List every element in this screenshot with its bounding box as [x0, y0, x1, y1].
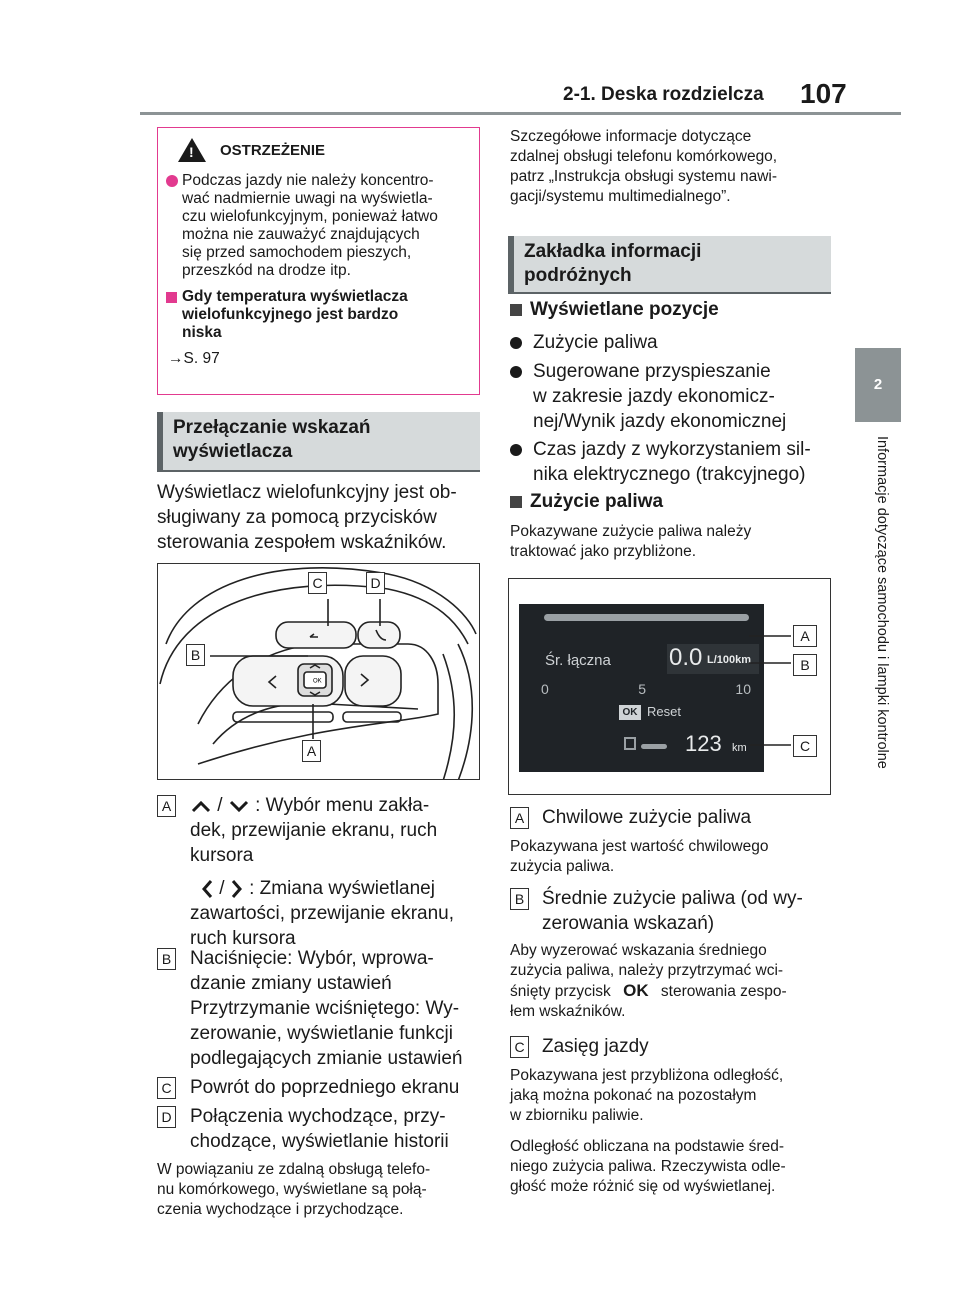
title-line: zerowania wskazań) — [542, 913, 715, 934]
left-note — [157, 1160, 482, 1220]
scale-tick: 10 — [735, 681, 751, 697]
heading-line: wyświetlacza — [173, 441, 293, 462]
item-label-c: C — [157, 1077, 176, 1099]
header-divider — [140, 112, 901, 115]
item-a-text — [190, 793, 490, 951]
chapter-title: Informacje dotyczące samochodu i lampki kontrolne — [874, 436, 890, 769]
subheading-fuel — [510, 491, 663, 513]
list-line: Sugerowane przyspieszanie — [533, 361, 771, 382]
item-a-line: dek, przewijanie ekranu, ruch — [190, 820, 438, 841]
range-unit: km — [732, 742, 747, 754]
list-item — [510, 437, 840, 487]
text-line: patrz „Instrukcja obsługi systemu nawi- — [510, 168, 778, 185]
list-item — [510, 330, 840, 355]
note-line: nu komórkowego, wyświetlane są połą- — [157, 1181, 427, 1198]
warning-line: Podczas jazdy nie należy koncentro- — [182, 172, 434, 189]
note-line — [510, 981, 840, 1002]
warning-line: niska — [182, 324, 222, 341]
item-d-text — [190, 1104, 490, 1154]
warning-line: wać nadmiernie uwagi na wyświetla- — [182, 190, 433, 207]
item-c-note2 — [510, 1137, 840, 1197]
reset-label: Reset — [647, 704, 681, 719]
item-label-b: B — [510, 888, 529, 910]
item-a-title: Chwilowe zużycie paliwa — [542, 807, 752, 828]
note-fragment: śnięty przycisk — [510, 983, 611, 1000]
warning-line: się przed samochodem pieszych, — [182, 244, 412, 261]
average-value: 0.0 — [669, 644, 703, 671]
note-line: Pokazywana jest wartość chwilowego — [510, 838, 769, 855]
chevron-right-icon — [230, 878, 244, 900]
warning-item — [158, 172, 479, 280]
item-label-a: A — [157, 795, 176, 817]
average-label: Śr. łączna — [545, 652, 611, 669]
note-line: w zbiorniku paliwie. — [510, 1107, 644, 1124]
square-bullet-icon — [510, 496, 522, 508]
item-a-desc: : Wybór menu zakła- — [255, 795, 430, 816]
title-line: Średnie zużycie paliwa (od wy- — [542, 888, 803, 909]
subheading-items — [510, 299, 719, 321]
note-line: Aby wyzerować wskazania średniego — [510, 942, 767, 959]
warning-box — [157, 127, 480, 395]
note-line: łem wskaźników. — [510, 1003, 626, 1020]
warning-line: przeszkód na drodze itp. — [182, 262, 351, 279]
item-a-line — [190, 876, 490, 901]
item-b-title — [542, 886, 842, 936]
item-label-c: C — [510, 1036, 529, 1058]
range-value: 123 — [685, 731, 722, 756]
warning-header — [158, 128, 479, 172]
item-a-note — [510, 837, 840, 877]
chevron-left-icon — [200, 878, 214, 900]
text-line: sterowania zespołem wskaźników. — [157, 532, 447, 553]
text-line: Szczegółowe informacje dotyczące — [510, 128, 752, 145]
figure-label-a: A — [302, 740, 321, 762]
item-b-note — [510, 941, 840, 1022]
text-line: gacji/systemu multimedialnego”. — [510, 188, 731, 205]
item-a-line: ruch kursora — [190, 928, 296, 949]
warning-line: czu wielofunkcyjnym, ponieważ łatwo — [182, 208, 438, 225]
item-c-text: Powrót do poprzedniego ekranu — [190, 1077, 460, 1098]
display-label-a: A — [793, 625, 817, 647]
note-line: czenia wychodzące i przychodzące. — [157, 1201, 404, 1218]
bullet-icon — [510, 444, 522, 456]
subheading-text: Wyświetlane pozycje — [530, 299, 719, 320]
warning-line: Gdy temperatura wyświetlacza — [182, 288, 408, 305]
list-item — [510, 359, 840, 434]
list-line: nej/Wynik jazdy ekonomicznej — [533, 411, 787, 432]
item-label-d: D — [157, 1106, 176, 1128]
note-line: Pokazywana jest przybliżona odległość, — [510, 1067, 784, 1084]
warning-icon — [178, 138, 206, 162]
note-line: zużycia paliwa. — [510, 858, 615, 875]
item-a-line — [190, 793, 490, 818]
warning-subheading — [158, 288, 479, 342]
callout-lines — [509, 579, 831, 795]
note-line: niego zużycia paliwa. Rzeczywista odle- — [510, 1158, 786, 1175]
item-b-line: podlegających zmianie ustawień — [190, 1048, 463, 1069]
item-a-desc: : Zmiana wyświetlanej — [249, 878, 435, 899]
bullet-icon — [510, 337, 522, 349]
ok-icon: OK — [619, 705, 641, 720]
subheading-text: Zużycie paliwa — [530, 491, 664, 512]
text-line: zdalnej obsługi telefonu komórkowego, — [510, 148, 778, 165]
list-line: w zakresie jazdy ekonomicz- — [533, 386, 775, 407]
item-label-a: A — [510, 807, 529, 829]
warning-line: wielofunkcyjnego jest bardzo — [182, 306, 399, 323]
heading-line: podróżnych — [524, 265, 632, 286]
note-line: głość może różnić się od wyświetlanej. — [510, 1178, 776, 1195]
section-title: 2-1. Deska rozdzielcza — [563, 84, 764, 105]
square-bullet-icon — [510, 304, 522, 316]
warning-title: OSTRZEŻENIE — [220, 141, 326, 159]
text-line: sługiwany za pomocą przycisków — [157, 507, 437, 528]
section-heading — [157, 412, 480, 472]
average-unit: L/100km — [707, 654, 752, 666]
item-b-line: Naciśnięcie: Wybór, wprowa- — [190, 948, 434, 969]
item-b-line: Przytrzymanie wciśniętego: Wy- — [190, 998, 460, 1019]
steering-switch-figure — [157, 563, 480, 780]
scale-tick: 0 — [541, 681, 549, 697]
heading-line: Zakładka informacji — [524, 241, 702, 262]
bullet-icon — [166, 175, 178, 187]
figure-label-b: B — [186, 644, 205, 666]
item-label-b: B — [157, 948, 176, 970]
page-reference: →S. 97 — [168, 350, 220, 367]
display-label-b: B — [793, 654, 817, 676]
intro-paragraph — [157, 480, 487, 555]
item-d-line: Połączenia wychodzące, przy- — [190, 1106, 446, 1127]
bullet-icon — [510, 366, 522, 378]
note-fragment: sterowania zespo- — [660, 983, 787, 1000]
scale-tick: 5 — [638, 681, 646, 697]
item-b-text — [190, 946, 490, 1071]
list-line: Czas jazdy z wykorzystaniem sil- — [533, 439, 811, 460]
heading-line: Przełączanie wskazań — [173, 417, 371, 438]
item-b-line: dzanie zmiany ustawień — [190, 973, 392, 994]
note-line: traktować jako przybliżone. — [510, 543, 697, 560]
chapter-tab: 2 — [855, 348, 901, 422]
note-line: Pokazywane zużycie paliwa należy — [510, 523, 752, 540]
item-c-title: Zasięg jazdy — [542, 1036, 649, 1057]
item-a-line: kursora — [190, 845, 254, 866]
ok-label: OK — [313, 678, 322, 685]
page-number: 107 — [800, 78, 847, 109]
item-a-line: zawartości, przewijanie ekranu, — [190, 903, 455, 924]
fuel-display-figure — [508, 578, 831, 795]
slash: / — [219, 878, 225, 899]
chevron-down-icon — [228, 799, 250, 813]
item-d-line: chodzące, wyświetlanie historii — [190, 1131, 449, 1152]
item-b-line: zerowanie, wyświetlanie funkcji — [190, 1023, 453, 1044]
text-line: Wyświetlacz wielofunkcyjny jest ob- — [157, 482, 457, 503]
figure-label-c: C — [308, 572, 327, 594]
display-label-c: C — [793, 735, 817, 757]
item-c-note — [510, 1066, 840, 1126]
note-line: Odległość obliczana na podstawie śred- — [510, 1138, 784, 1155]
right-intro — [510, 127, 840, 207]
note-line: jaką można pokonać na pozostałym — [510, 1087, 757, 1104]
square-bullet-icon — [166, 292, 177, 303]
note-line: zużycia paliwa, należy przytrzymać wci- — [510, 962, 784, 979]
fuel-note — [510, 522, 840, 562]
list-line: nika elektrycznego (trakcyjnego) — [533, 464, 806, 485]
warning-line: można nie zauważyć znajdujących — [182, 226, 420, 243]
ok-button-icon: OK — [623, 981, 649, 1000]
list-line: Zużycie paliwa — [533, 332, 658, 353]
chevron-up-icon — [190, 799, 212, 813]
figure-label-d: D — [366, 572, 385, 594]
section-heading — [508, 236, 831, 294]
slash: / — [217, 795, 223, 816]
note-line: W powiązaniu ze zdalną obsługą telefo- — [157, 1161, 431, 1178]
